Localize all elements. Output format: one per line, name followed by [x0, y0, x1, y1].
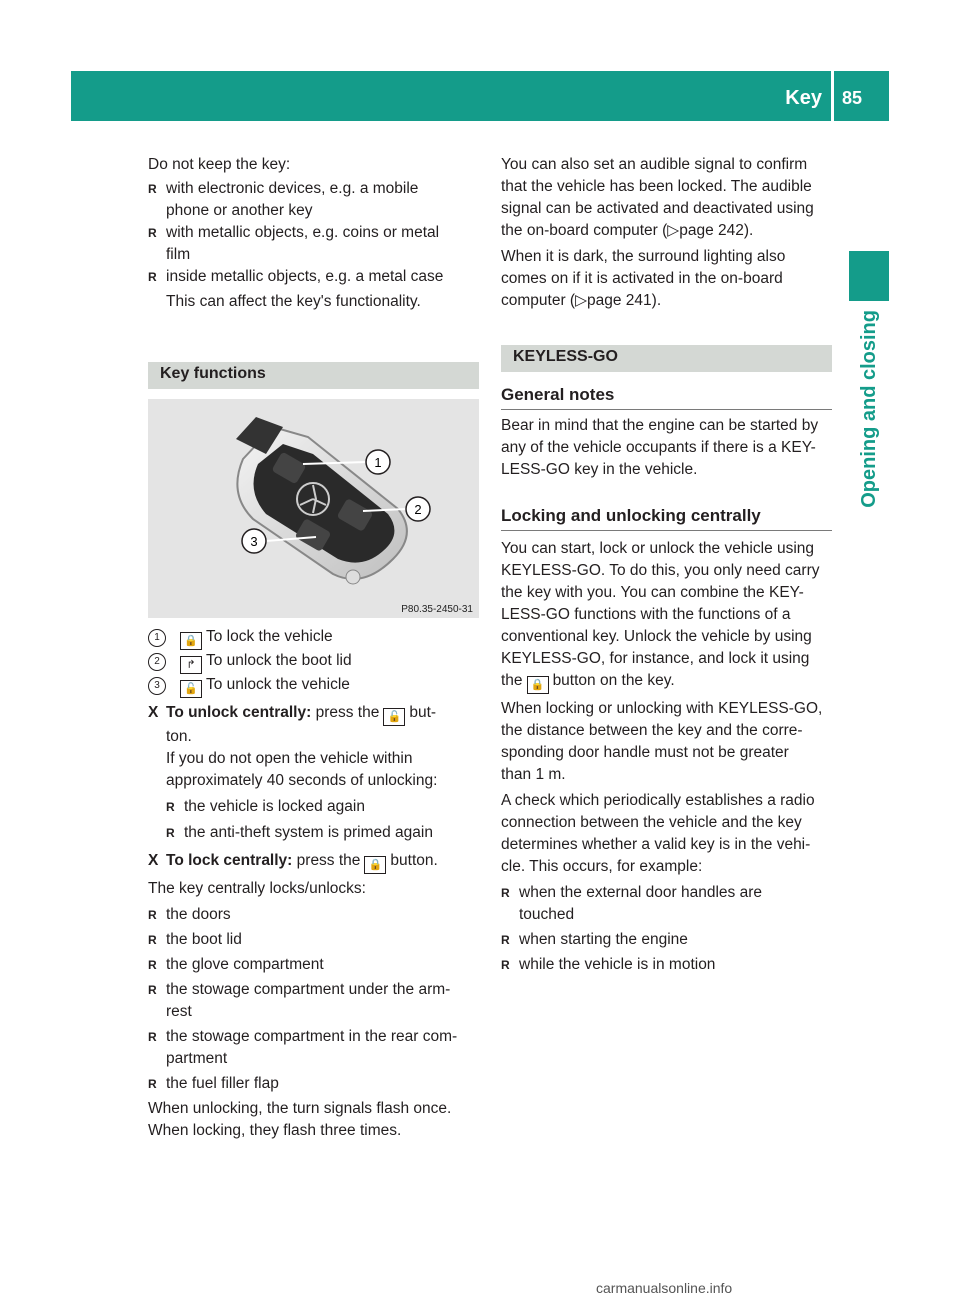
section-header-keyless-go: [501, 345, 832, 372]
image-code: P80.35-2450-31: [401, 604, 473, 615]
right-column-body: You can start, lock or unlock the vehicle using KEYLESS-GO. To do this, you only need carry the key with you. You can combine the KEY- LESS-GO functions with the functions of a conventional key. Unlock the vehicle by using KEYLESS-GO, for instance, and lock it using the 🔒 button on the key. When locking or unlocking with KEYLESS-GO, the distance between the key and the corre- sponding door handle must not be greater than 1 m. A check which periodically establishes a radio connection between the vehicle and the key determines whether a valid key is in the vehi- cle. This occurs, for example: R when the external door handles are touched R when starting the engine R while the vehicle is in motion: [501, 538, 836, 976]
general-notes-text: Bear in mind that the engine can be started by any of the vehicle occupants if there is a KEY- LESS-GO key in the vehicle.: [501, 417, 819, 478]
list-item-cont: phone or another key: [166, 202, 313, 219]
callout-2: [406, 497, 430, 521]
list-item: R the stowage compartment in the rear com-: [148, 1028, 458, 1045]
lock-icon: 🔒: [527, 676, 549, 694]
list-item: R when the external door handles are: [501, 884, 762, 901]
svg-text:1: 1: [374, 455, 382, 470]
callout-3: [242, 529, 266, 553]
step-arrow-icon: X: [148, 704, 159, 721]
list-item-cont: partment: [166, 1050, 228, 1067]
side-tab-marker: [849, 251, 889, 301]
step-lock: X To lock centrally: press the 🔒 button.: [148, 850, 483, 874]
left-column-body: [148, 626, 483, 1142]
svg-text:3: 3: [250, 534, 258, 549]
left-column-top: [148, 154, 483, 313]
legend-item: 2 ↱ To unlock the boot lid: [148, 650, 483, 674]
paragraph-line: comes on if it is activated in the on-board: [501, 270, 783, 287]
paragraph-line: the on-board computer (▷page 242).: [501, 222, 754, 239]
list-item: R inside metallic objects, e.g. a metal case: [148, 268, 444, 285]
list-item: R while the vehicle is in motion: [501, 956, 716, 973]
footer-watermark: carmanualsonline.info: [596, 1280, 733, 1296]
step-note: If you do not open the vehicle within: [166, 750, 413, 767]
intro-note: This can affect the key's functionality.: [166, 293, 421, 310]
step-note: approximately 40 seconds of unlocking:: [166, 772, 438, 789]
list-item: R with metallic objects, e.g. coins or metal: [148, 224, 440, 241]
list-item-cont: film: [166, 246, 191, 263]
list-item: R the anti-theft system is primed again: [166, 824, 433, 841]
callout-1: [366, 450, 390, 474]
list-item: R the doors: [148, 906, 231, 923]
subheading-locking-unlocking: Locking and unlocking centrally: [501, 506, 761, 525]
closing-text: When unlocking, the turn signals flash once.: [148, 1100, 452, 1117]
header-divider: [831, 71, 834, 121]
key-illustration: [148, 399, 479, 618]
paragraph-line: When it is dark, the surround lighting also: [501, 248, 786, 265]
paragraph-line: You can also set an audible signal to confirm: [501, 156, 808, 173]
legend-item: 1 🔒 To lock the vehicle: [148, 626, 483, 650]
lock-icon: 🔒: [364, 856, 386, 874]
boot-lid-icon: ↱: [180, 656, 202, 674]
step-arrow-icon: X: [148, 852, 159, 869]
list-item: R the fuel filler flap: [148, 1075, 279, 1092]
section-header-key-functions: [148, 362, 479, 389]
intro-text: Do not keep the key:: [148, 156, 291, 173]
right-column-top: [501, 154, 836, 312]
paragraph-line: that the vehicle has been locked. The audible: [501, 178, 812, 195]
step-unlock: X To unlock centrally: press the 🔓 but-: [148, 702, 483, 726]
subheading-general-notes: General notes: [501, 385, 615, 404]
closing-text: When locking, they flash three times.: [148, 1122, 402, 1139]
paragraph-line: computer (▷page 241).: [501, 292, 662, 309]
central-intro: The key centrally locks/unlocks:: [148, 880, 366, 897]
list-item: R the boot lid: [148, 931, 242, 948]
legend-item: 3 🔓 To unlock the vehicle: [148, 674, 483, 698]
unlock-icon: 🔓: [383, 708, 405, 726]
list-item: R the vehicle is locked again: [166, 798, 365, 815]
list-item-cont: rest: [166, 1003, 192, 1020]
key-photo: [148, 399, 479, 618]
page-ref-arrow-icon: ▷: [575, 292, 588, 309]
side-tab-label: Opening and closing: [858, 310, 880, 508]
chapter-title: Key: [785, 87, 822, 109]
page-number: 85: [842, 88, 863, 108]
page-ref-arrow-icon: ▷: [667, 222, 680, 239]
divider: [501, 409, 832, 410]
section-title: KEYLESS-GO: [513, 348, 618, 365]
paragraph-line: signal can be activated and deactivated using: [501, 200, 814, 217]
step-text: ton.: [166, 728, 192, 745]
divider: [501, 530, 832, 531]
list-item: R when starting the engine: [501, 931, 688, 948]
list-item: R the glove compartment: [148, 956, 324, 973]
section-title: Key functions: [160, 365, 266, 382]
unlock-icon: 🔓: [180, 680, 202, 698]
svg-text:2: 2: [414, 502, 422, 517]
lock-icon: 🔒: [180, 632, 202, 650]
list-item: R the stowage compartment under the arm-: [148, 981, 451, 998]
list-item-cont: touched: [519, 906, 575, 923]
list-item: R with electronic devices, e.g. a mobile: [148, 180, 419, 197]
